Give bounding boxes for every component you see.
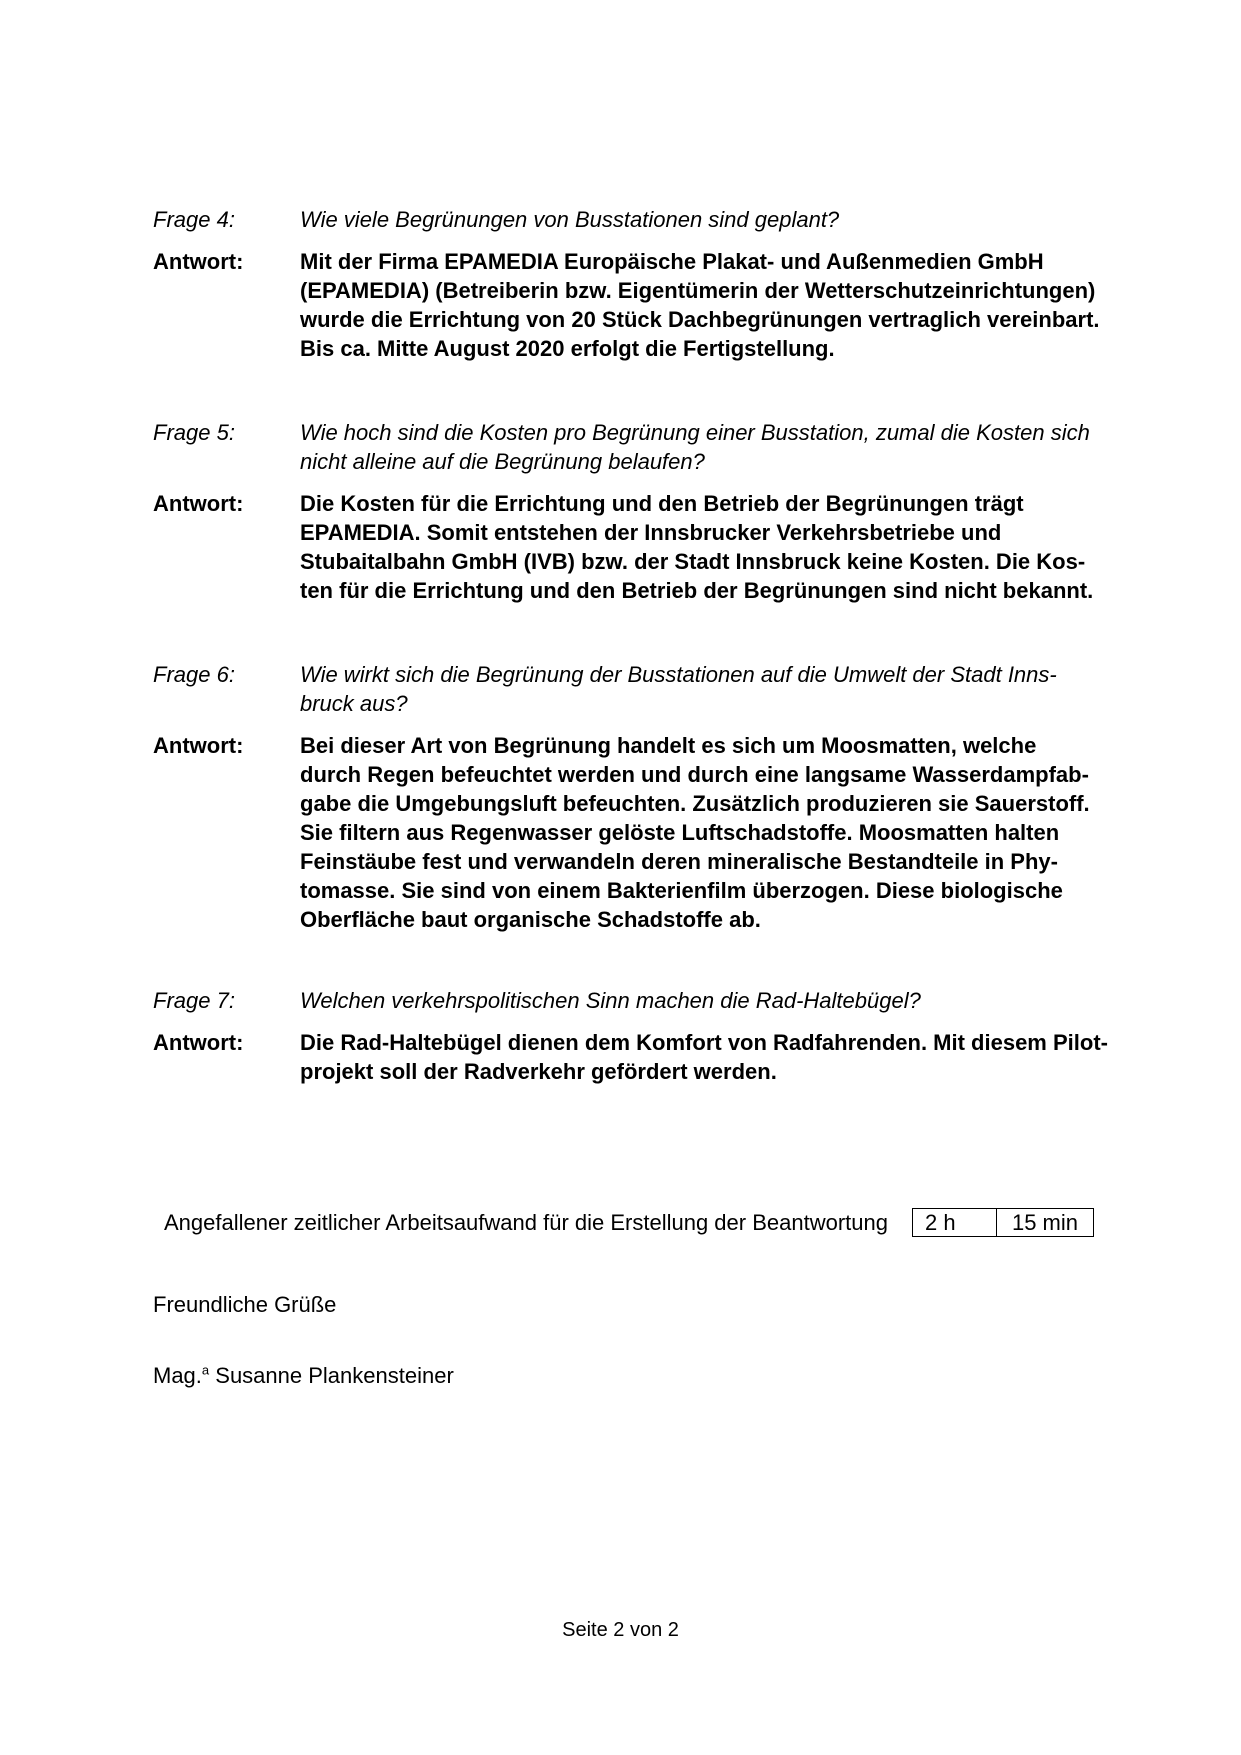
- question-line: bruck aus?: [300, 691, 408, 716]
- answer-line: Stubaitalbahn GmbH (IVB) bzw. der Stadt Innsbruck keine Kosten. Die Kos-: [300, 549, 1086, 574]
- question-line: Welchen verkehrspolitischen Sinn machen die Rad-Haltebügel?: [300, 988, 921, 1013]
- question-line: Wie hoch sind die Kosten pro Begrünung einer Busstation, zumal die Kosten sich: [300, 420, 1090, 445]
- answer-line: Oberfläche baut organische Schadstoffe ab.: [300, 907, 761, 932]
- question-text: [300, 660, 1143, 718]
- answer-row: [153, 247, 1143, 363]
- answer-line: Feinstäube fest und verwandeln deren mineralische Bestandteile in Phy-: [300, 849, 1058, 874]
- question-row: [153, 660, 1143, 718]
- question-label: Frage 7:: [153, 988, 235, 1013]
- answer-line: projekt soll der Radverkehr gefördert werden.: [300, 1059, 777, 1084]
- answer-label: Antwort:: [153, 249, 244, 274]
- answer-line: ten für die Errichtung und den Betrieb der Begrünungen sind nicht bekannt.: [300, 578, 1094, 603]
- answer-label: Antwort:: [153, 1030, 244, 1055]
- question-line: nicht alleine auf die Begrünung belaufen?: [300, 449, 705, 474]
- effort-minutes: 15 min: [1011, 1210, 1078, 1235]
- qa-block-7: [153, 986, 1143, 1086]
- answer-line: Bis ca. Mitte August 2020 erfolgt die Fertigstellung.: [300, 336, 835, 361]
- answer-line: (EPAMEDIA) (Betreiberin bzw. Eigentümerin der Wetterschutzeinrichtungen): [300, 278, 1096, 303]
- answer-label: Antwort:: [153, 491, 244, 516]
- answer-line: Mit der Firma EPAMEDIA Europäische Plakat- und Außenmedien GmbH: [300, 249, 1044, 274]
- page-number: Seite 2 von 2: [562, 1619, 679, 1641]
- answer-line: Die Rad-Haltebügel dienen dem Komfort von Radfahrenden. Mit diesem Pilot-: [300, 1030, 1108, 1055]
- answer-line: durch Regen befeuchtet werden und durch eine langsame Wasserdampfab-: [300, 762, 1089, 787]
- effort-box: [912, 1208, 1094, 1237]
- answer-row: [153, 1028, 1143, 1086]
- question-label: Frage 4:: [153, 207, 235, 232]
- question-text: [300, 205, 1143, 234]
- answer-line: Die Kosten für die Errichtung und den Betrieb der Begrünungen trägt: [300, 491, 1024, 516]
- signature: [153, 1361, 454, 1390]
- question-line: Wie viele Begrünungen von Busstationen sind geplant?: [300, 207, 840, 232]
- signature-prefix: Mag.: [153, 1363, 202, 1388]
- answer-text: [300, 1028, 1143, 1086]
- effort-hours: 2 h: [913, 1209, 997, 1236]
- answer-text: [300, 247, 1143, 363]
- effort-label: Angefallener zeitlicher Arbeitsaufwand für die Erstellung der Beantwortung: [164, 1210, 888, 1235]
- answer-line: wurde die Errichtung von 20 Stück Dachbegrünungen vertraglich vereinbart.: [300, 307, 1100, 332]
- qa-block-4: [153, 205, 1143, 363]
- question-label: Frage 6:: [153, 662, 235, 687]
- answer-row: [153, 489, 1143, 605]
- question-row: [153, 418, 1143, 476]
- answer-line: tomasse. Sie sind von einem Bakterienfilm überzogen. Diese biologische: [300, 878, 1063, 903]
- qa-block-6: [153, 660, 1143, 934]
- answer-label: Antwort:: [153, 733, 244, 758]
- answer-text: [300, 489, 1143, 605]
- answer-row: [153, 731, 1143, 934]
- signature-name: Susanne Plankensteiner: [209, 1363, 454, 1388]
- greeting: Freundliche Grüße: [153, 1292, 337, 1317]
- answer-line: EPAMEDIA. Somit entstehen der Innsbrucker Verkehrsbetriebe und: [300, 520, 1002, 545]
- question-text: [300, 418, 1143, 476]
- qa-block-5: [153, 418, 1143, 605]
- question-text: [300, 986, 1143, 1015]
- signature-superscript: a: [201, 1362, 210, 1378]
- answer-text: [300, 731, 1143, 934]
- question-line: Wie wirkt sich die Begrünung der Busstationen auf die Umwelt der Stadt Inns-: [300, 662, 1057, 687]
- answer-line: Sie filtern aus Regenwasser gelöste Luftschadstoffe. Moosmatten halten: [300, 820, 1060, 845]
- question-row: [153, 986, 1143, 1015]
- question-row: [153, 205, 1143, 234]
- effort-row: [164, 1208, 1094, 1237]
- question-label: Frage 5:: [153, 420, 235, 445]
- answer-line: Bei dieser Art von Begrünung handelt es sich um Moosmatten, welche: [300, 733, 1037, 758]
- answer-line: gabe die Umgebungsluft befeuchten. Zusätzlich produzieren sie Sauerstoff.: [300, 791, 1090, 816]
